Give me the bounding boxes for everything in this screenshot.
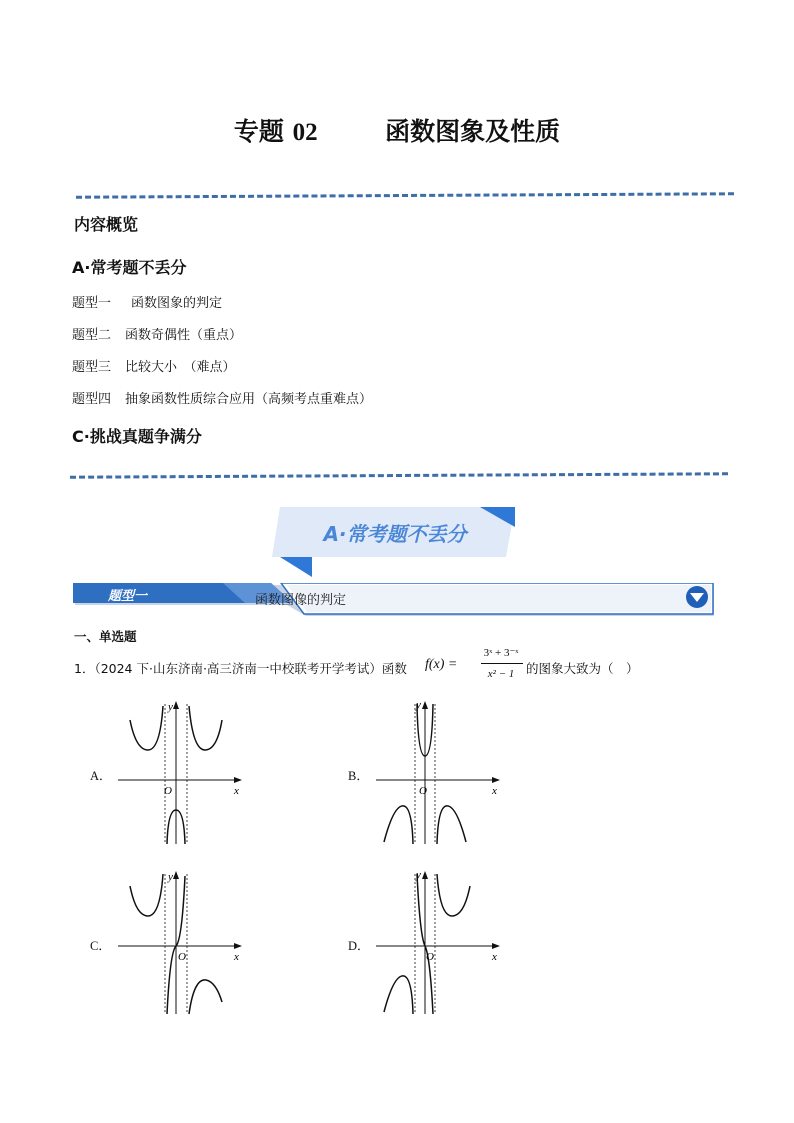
fraction-bar [481, 663, 523, 664]
title-prefix: 专题 [233, 117, 284, 146]
question-func-lhs: f(x) = [425, 657, 458, 672]
divider-bottom [70, 472, 728, 478]
type-bar [73, 583, 718, 619]
option-b-origin: O [419, 785, 427, 797]
option-d-axis-y: y [416, 869, 421, 881]
banner-text: A·常考题不丢分 [323, 522, 467, 546]
banner-corner-bottom-left [280, 557, 312, 577]
option-a-origin: O [164, 785, 172, 797]
type-bar-tag: 题型一 [108, 589, 148, 604]
overview-section-a: A·常考题不丢分 [72, 258, 187, 277]
option-c-axis-y: y [168, 871, 173, 883]
question-prefix: 1．（2024 下·山东济南·高三济南一中校联考开学考试）函数 [74, 661, 407, 676]
option-a-graph[interactable] [110, 692, 250, 848]
option-d-origin: O [426, 951, 434, 963]
option-b-graph[interactable] [368, 692, 508, 848]
option-a-axis-y: y [168, 701, 173, 713]
option-c-axis-x: x [234, 951, 239, 963]
option-c-origin: O [178, 951, 186, 963]
type-bar-title[interactable]: 函数图像的判定 [255, 593, 347, 608]
title-main: 函数图象及性质 [385, 117, 561, 146]
option-b-label[interactable]: B． [348, 769, 369, 783]
option-c-label[interactable]: C． [90, 939, 111, 953]
question-suffix: 的图象大致为（ ） [526, 661, 639, 676]
divider-top [76, 192, 734, 198]
question-denominator: x² − 1 [487, 668, 515, 680]
toc-item-1: 题型一 函数图象的判定 [72, 296, 223, 311]
option-d-label[interactable]: D． [348, 939, 370, 953]
option-a-axis-x: x [234, 785, 239, 797]
title-number: 02 [292, 119, 318, 146]
section-heading: 一、单选题 [74, 629, 137, 644]
toc-item-2: 题型二 函数奇偶性（重点） [72, 328, 243, 343]
toc-item-4: 题型四 抽象函数性质综合应用（高频考点重难点） [72, 392, 373, 407]
option-a-label[interactable]: A． [90, 769, 112, 783]
option-d-graph[interactable] [368, 862, 508, 1018]
option-d-axis-x: x [492, 951, 497, 963]
option-b-axis-y: y [416, 699, 421, 711]
option-b-axis-x: x [492, 785, 497, 797]
overview-heading: 内容概览 [74, 215, 139, 234]
question-numerator: 3ˣ + 3⁻ˣ [483, 647, 519, 659]
page-title [0, 112, 794, 148]
overview-section-c: C·挑战真题争满分 [72, 427, 202, 446]
option-c-graph[interactable] [110, 862, 250, 1018]
toc-item-3: 题型三 比较大小 （难点） [72, 360, 236, 375]
